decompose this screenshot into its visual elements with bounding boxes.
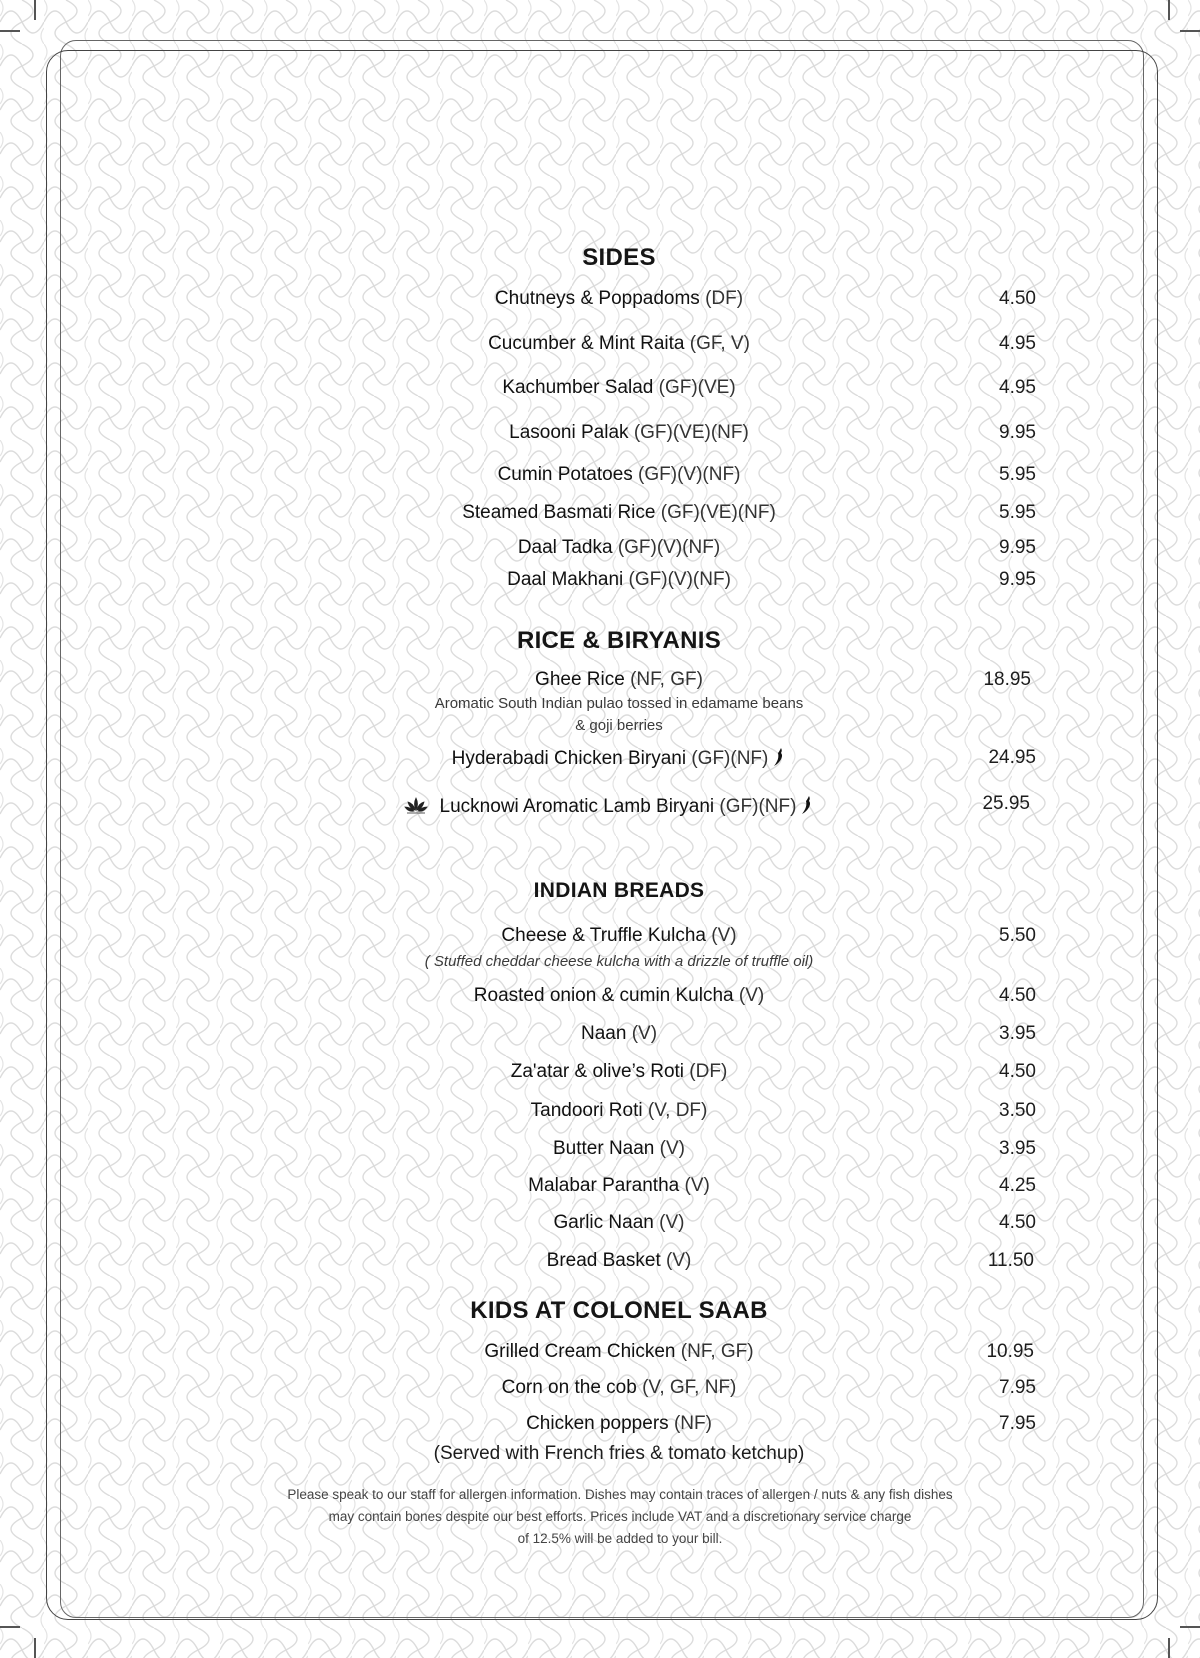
crop-mark: [1168, 0, 1170, 20]
item-price: 24.95: [988, 747, 1036, 768]
item-tags: (V): [659, 1212, 685, 1233]
allergen-note: Please speak to our staff for allergen information. Dishes may contain traces of allergen / nuts & any fish dishes: [287, 1487, 953, 1502]
item-name: Cumin Potatoes: [497, 464, 633, 485]
item-name: Roasted onion & cumin Kulcha: [473, 985, 734, 1006]
item-tags: (DF): [689, 1061, 728, 1082]
item-tags: (GF)(VE)(NF): [660, 502, 776, 523]
item-description: ( Stuffed cheddar cheese kulcha with a drizzle of truffle oil): [424, 953, 814, 970]
crop-mark: [34, 1638, 36, 1658]
allergen-note: of 12.5% will be added to your bill.: [517, 1531, 723, 1546]
item-price: 4.95: [999, 333, 1036, 354]
lotus-icon: [404, 795, 428, 815]
item-name: Bread Basket: [546, 1250, 661, 1271]
item-price: 5.95: [999, 464, 1036, 485]
item-name: Naan: [580, 1023, 627, 1044]
chili-icon: [772, 747, 786, 767]
item-name: Grilled Cream Chicken: [484, 1341, 676, 1362]
item-tags: (GF)(NF): [719, 796, 797, 817]
item-tags: (GF)(VE): [658, 377, 736, 398]
crop-mark: [34, 0, 36, 20]
section-title-breads: INDIAN BREADS: [533, 879, 705, 902]
item-tags: (NF, GF): [680, 1341, 754, 1362]
item-name: Garlic Naan: [553, 1212, 654, 1233]
item-price: 3.50: [999, 1100, 1036, 1121]
item-price: 5.95: [999, 502, 1036, 523]
item-tags: (GF)(V)(NF): [628, 569, 731, 590]
section-title-rice: RICE & BIRYANIS: [516, 627, 722, 654]
item-tags: (V): [666, 1250, 692, 1271]
item-name: Chicken poppers: [526, 1413, 669, 1434]
item-price: 25.95: [982, 793, 1030, 814]
item-tags: (DF): [705, 288, 744, 309]
item-name: Daal Makhani: [507, 569, 624, 590]
chili-icon: [800, 795, 814, 815]
item-tags: (GF)(VE)(NF): [633, 422, 749, 443]
item-price: 5.50: [999, 925, 1036, 946]
item-price: 3.95: [999, 1023, 1036, 1044]
allergen-note: may contain bones despite our best efforts. Prices include VAT and a discretionary service charge: [328, 1509, 912, 1524]
item-description: & goji berries: [575, 717, 663, 734]
item-tags: (GF)(NF): [691, 748, 769, 769]
crop-mark: [1180, 30, 1200, 32]
item-name: Lasooni Palak: [509, 422, 629, 443]
item-tags: (NF): [673, 1413, 712, 1434]
crop-mark: [0, 1626, 20, 1628]
item-price: 10.95: [986, 1341, 1034, 1362]
item-price: 9.95: [999, 569, 1036, 590]
item-name: Lucknowi Aromatic Lamb Biryani: [439, 796, 715, 817]
item-tags: (V): [684, 1175, 710, 1196]
item-name: Corn on the cob: [501, 1377, 637, 1398]
item-name: Tandoori Roti: [530, 1100, 643, 1121]
item-tags: (GF, V): [689, 333, 750, 354]
item-price: 4.50: [999, 1212, 1036, 1233]
kids-serving-note: (Served with French fries & tomato ketchup): [433, 1443, 805, 1464]
item-name: Malabar Parantha: [528, 1175, 680, 1196]
section-title-kids: KIDS AT COLONEL SAAB: [470, 1297, 768, 1324]
crop-mark: [1180, 1626, 1200, 1628]
item-price: 4.50: [999, 985, 1036, 1006]
item-price: 7.95: [999, 1413, 1036, 1434]
item-name: Cucumber & Mint Raita: [488, 333, 685, 354]
item-tags: (V, GF, NF): [642, 1377, 737, 1398]
item-price: 9.95: [999, 537, 1036, 558]
item-name: Cheese & Truffle Kulcha: [501, 925, 706, 946]
item-tags: (V): [738, 985, 765, 1006]
item-price: 3.95: [999, 1138, 1036, 1159]
item-price: 9.95: [999, 422, 1036, 443]
item-price: 4.50: [999, 1061, 1036, 1082]
item-description: Aromatic South Indian pulao tossed in edamame beans: [434, 695, 804, 712]
item-name: Za'atar & olive’s Roti: [510, 1061, 685, 1082]
item-name: Kachumber Salad: [502, 377, 654, 398]
item-name: Ghee Rice: [535, 669, 625, 690]
item-name: Butter Naan: [552, 1138, 655, 1159]
item-price: 4.95: [999, 377, 1036, 398]
item-price: 7.95: [999, 1377, 1036, 1398]
item-name: Chutneys & Poppadoms: [494, 288, 700, 309]
item-price: 11.50: [987, 1250, 1034, 1271]
item-tags: (V): [711, 925, 737, 946]
section-title-sides: SIDES: [582, 244, 656, 271]
item-price: 4.50: [999, 288, 1036, 309]
item-tags: (V): [659, 1138, 685, 1159]
crop-mark: [1168, 1638, 1170, 1658]
item-tags: (V): [631, 1023, 658, 1044]
item-tags: (NF, GF): [630, 669, 703, 690]
item-tags: (GF)(V)(NF): [638, 464, 741, 485]
item-name: Steamed Basmati Rice: [462, 502, 656, 523]
item-price: 4.25: [999, 1175, 1036, 1196]
item-name: Hyderabadi Chicken Biryani: [451, 748, 687, 769]
item-tags: (GF)(V)(NF): [617, 537, 721, 558]
item-tags: (V, DF): [647, 1100, 708, 1121]
crop-mark: [0, 30, 20, 32]
item-price: 18.95: [983, 669, 1031, 690]
item-name: Daal Tadka: [517, 537, 613, 558]
